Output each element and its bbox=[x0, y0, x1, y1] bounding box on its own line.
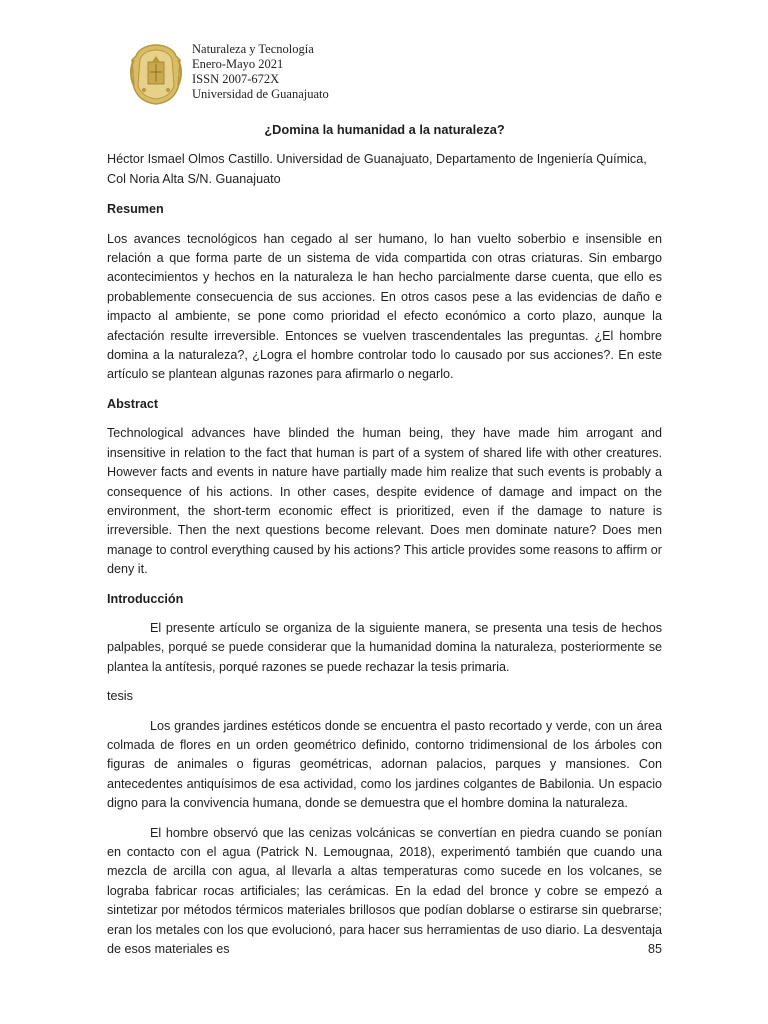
article-body bbox=[107, 120, 662, 969]
journal-issn: ISSN 2007-672X bbox=[192, 72, 280, 86]
journal-issue: Enero-Mayo 2021 bbox=[192, 57, 284, 71]
journal-university: Universidad de Guanajuato bbox=[192, 87, 329, 101]
intro-heading: Introducción bbox=[107, 591, 184, 606]
tesis-paragraph-2: El hombre observó que las cenizas volcánicas se convertían en piedra cuando se ponían en contacto con el agua (Patrick N. Lemougnaa, 2018), experimentó también que cuando una mezcla de arcilla con agua, al llevarla a altas temperaturas como sucede en los volcanes, se lograba fabricar rocas artificiales; las cerámicas. En la edad del bronce y cobre se empezó a sintetizar por métodos térmicos materiales brillosos que podían doblarse o estirarse sin quebrarse; eran los metales con los que evolucionó, para hacer sus herramientas de uso diario. La desventaja de esos materiales es bbox=[107, 825, 662, 957]
article-authors: Héctor Ismael Olmos Castillo. Universidad de Guanajuato, Departamento de Ingeniería Química, Col Noria Alta S/N. Guanajuato bbox=[107, 152, 647, 186]
abstract-heading: Abstract bbox=[107, 396, 159, 411]
tesis-label: tesis bbox=[107, 689, 133, 704]
page-number: 85 bbox=[647, 942, 662, 956]
university-seal-icon bbox=[126, 42, 186, 106]
journal-info bbox=[192, 42, 329, 102]
intro-paragraph: El presente artículo se organiza de la siguiente manera, se presenta una tesis de hechos palpables, porqué se puede considerar que la humanidad domina la naturaleza, posteriormente se plantea la antítesis, porqué razones se puede rechazar la tesis primaria. bbox=[107, 620, 662, 674]
tesis-paragraph-1: Los grandes jardines estéticos donde se encuentra el pasto recortado y verde, con un área colmada de flores en un orden geométrico definido, contorno tridimensional de los árboles con figuras de animales o figuras geométricas, adornan palacios, parques y mansiones. Con antecedentes antiquísimos de esa actividad, como los jardines colgantes de Babilonia. Un espacio digno para la convivencia humana, donde se demuestra que el hombre domina la naturaleza. bbox=[107, 718, 662, 811]
article-title: ¿Domina la humanidad a la naturaleza? bbox=[264, 122, 505, 137]
resumen-paragraph: Los avances tecnológicos han cegado al ser humano, lo han vuelto soberbio e insensible en relación a que forma parte de un sistema de vida compartida con otras criaturas. Sin embargo acontecimientos y hechos en la naturaleza le han hecho parcialmente darse cuenta, que ello es probablemente consecuencia de sus acciones. En otros casos pese a las evidencias de daño e impacto al ambiente, se pone como prioridad el efecto económico a corto plazo, aunque la afectación resulte irreversible. Entonces se vuelven trascendentales las preguntas. ¿El hombre domina a la naturaleza?, ¿Logra el hombre controlar todo lo causado por sus acciones?. En este artículo se plantean algunas razones para afirmarlo o negarlo. bbox=[107, 231, 662, 382]
journal-name: Naturaleza y Tecnología bbox=[192, 42, 314, 56]
resumen-heading: Resumen bbox=[107, 202, 164, 217]
abstract-paragraph: Technological advances have blinded the human being, they have made him arrogant and insensitive in relation to the fact that human is part of a system of shared life with other creatures. However facts and events in nature have partially made him realize that such events is probably a consequence of his actions. In other cases, despite evidence of damage and impact on the environment, the short-term economic effect is prioritized, even if the damage to nature is irreversible. Then the next questions become relevant. Does men dominate nature? Does men manage to control everything caused by his actions? This article provides some reasons to affirm or deny it. bbox=[107, 426, 662, 577]
journal-header bbox=[126, 42, 546, 112]
